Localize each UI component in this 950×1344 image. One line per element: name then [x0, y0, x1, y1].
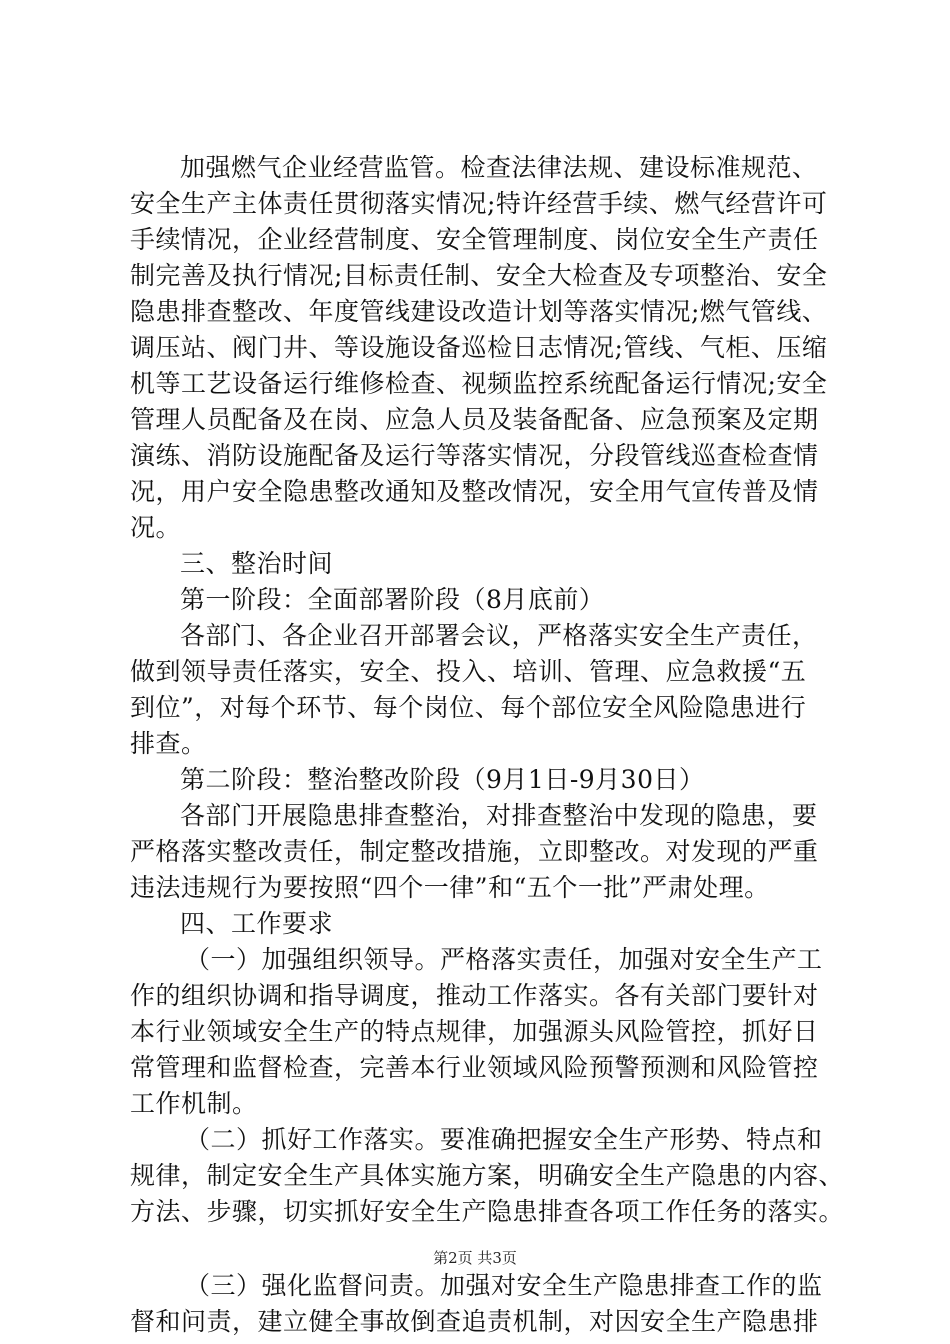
paragraph-line: 隐患排查整改、年度管线建设改造计划等落实情况;燃气管线、: [130, 297, 828, 326]
section-heading: 三、整治时间: [180, 549, 334, 578]
page-footer: 第2页 共3页: [433, 1249, 517, 1267]
paragraph-line: 排查。: [130, 729, 207, 758]
paragraph-line: 手续情况，企业经营制度、安全管理制度、岗位安全生产责任: [130, 225, 819, 254]
paragraph-line: 常管理和监督检查，完善本行业领域风险预警预测和风险管控: [130, 1053, 819, 1082]
paragraph-line: 本行业领域安全生产的特点规律，加强源头风险管控，抓好日: [130, 1017, 819, 1046]
stage-heading: 第一阶段：全面部署阶段（8月底前）: [180, 585, 605, 614]
paragraph-line: 加强燃气企业经营监管。检查法律法规、建设标准规范、: [180, 153, 818, 182]
paragraph-line: 演练、消防设施配备及运行等落实情况，分段管线巡查检查情: [130, 441, 819, 470]
section-heading: 四、工作要求: [180, 909, 334, 938]
paragraph-line: （二）抓好工作落实。要准确把握安全生产形势、特点和: [185, 1125, 823, 1154]
paragraph-line: 各部门、各企业召开部署会议，严格落实安全生产责任，: [180, 621, 818, 650]
paragraph-line: 制完善及执行情况;目标责任制、安全大检查及专项整治、安全: [130, 261, 828, 290]
paragraph-line: 到位”，对每个环节、每个岗位、每个部位安全风险隐患进行: [130, 693, 807, 722]
paragraph-line: 督和问责，建立健全事故倒查追责机制，对因安全生产隐患排: [130, 1307, 819, 1336]
paragraph-line: 管理人员配备及在岗、应急人员及装备配备、应急预案及定期: [130, 405, 819, 434]
paragraph-line: 做到领导责任落实，安全、投入、培训、管理、应急救援“五: [130, 657, 807, 686]
paragraph-line: 调压站、阀门井、等设施设备巡检日志情况;管线、气柜、压缩: [130, 333, 828, 362]
paragraph-line: 机等工艺设备运行维修检查、视频监控系统配备运行情况;安全: [130, 369, 828, 398]
document-body: [130, 150, 845, 1340]
paragraph-line: 安全生产主体责任贯彻落实情况;特许经营手续、燃气经营许可: [130, 189, 828, 218]
paragraph-line: 各部门开展隐患排查整治，对排查整治中发现的隐患，要: [180, 801, 818, 830]
stage-heading: 第二阶段：整治整改阶段（9月1日-9月30日）: [180, 765, 705, 794]
paragraph-line: （三）强化监督问责。加强对安全生产隐患排查工作的监: [185, 1271, 823, 1300]
paragraph-line: 况，用户安全隐患整改通知及整改情况，安全用气宣传普及情: [130, 477, 819, 506]
paragraph-line: 方法、步骤，切实抓好安全生产隐患排查各项工作任务的落实。: [130, 1197, 845, 1226]
paragraph-line: 工作机制。: [130, 1089, 258, 1118]
paragraph-line: 规律，制定安全生产具体实施方案，明确安全生产隐患的内容、: [130, 1161, 845, 1190]
paragraph-line: 违法违规行为要按照“四个一律”和“五个一批”严肃处理。: [130, 873, 770, 902]
paragraph-line: 严格落实整改责任，制定整改措施，立即整改。对发现的严重: [130, 837, 819, 866]
paragraph-line: （一）加强组织领导。严格落实责任，加强对安全生产工: [185, 945, 823, 974]
paragraph-line: 况。: [130, 513, 182, 542]
paragraph-line: 作的组织协调和指导调度，推动工作落实。各有关部门要针对: [130, 981, 819, 1010]
